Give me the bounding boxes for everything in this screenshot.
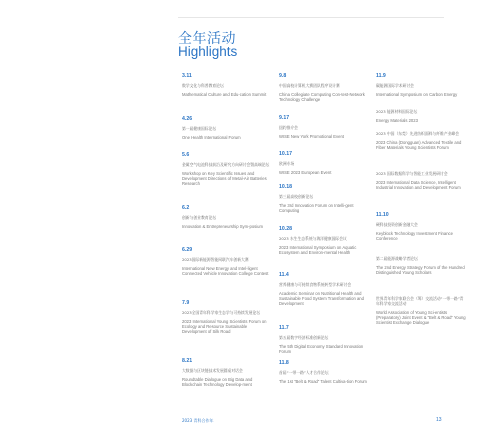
event-item — [279, 73, 369, 115]
event-title-english: China Collegiate Computing Con-test-Network Technology Challenge — [279, 92, 365, 103]
event-item — [182, 300, 272, 358]
event-item — [182, 152, 272, 205]
event-date: 7.9 — [182, 300, 190, 306]
event-title-chinese: 2023 中国（东莞）先进纺织面料与纤维产业峰会 — [376, 131, 460, 136]
event-date: 11.10 — [376, 212, 389, 218]
event-title-english: WISE 2023 European Event — [279, 170, 332, 175]
event-title-english: Energy Materials 2023 — [376, 118, 418, 123]
event-date: 6.2 — [182, 205, 190, 211]
page-title-chinese: 全年活动 — [178, 31, 236, 47]
event-title-chinese: 2023 水生生态系统与海洋健康国际会议 — [279, 236, 347, 241]
event-item — [279, 151, 369, 184]
footer-label: 2023 青科合作年 — [182, 418, 214, 423]
event-item — [182, 358, 272, 387]
event-item — [279, 272, 369, 325]
event-item — [182, 205, 272, 247]
event-item — [279, 360, 369, 384]
event-title-chinese: 2023国际新能源智能网联汽车创新大赛 — [182, 257, 249, 262]
event-item — [279, 226, 369, 272]
event-item — [376, 109, 466, 131]
event-item — [279, 325, 369, 360]
event-title-english: Innovation & Entrepreneurship Sym-posium — [182, 224, 263, 229]
event-item — [376, 171, 466, 212]
event-date: 9.8 — [279, 73, 287, 79]
event-date: 11.9 — [376, 73, 386, 79]
event-title-english: Workshop on Key Scientific Issues and Development Directions of Metal-Air Batteries Research — [182, 171, 267, 187]
event-item — [376, 73, 466, 109]
events-column-2 — [279, 73, 369, 384]
event-title-chinese: 营养健康与可持续食物系统转型学术研讨会 — [279, 282, 352, 287]
event-title-english: Roundtable Dialogue on Big Data and Blockchain Technology Develop-ment — [182, 377, 253, 388]
page-number: 13 — [436, 417, 442, 423]
event-title-english: Keyblock Technology Investment Finance Conference — [376, 231, 453, 242]
event-title-english: International New Energy and Intel-ligent Connected Vehicle Innovation College Contest — [182, 266, 269, 277]
event-title-chinese: 碳能源国际学术研讨会 — [376, 83, 414, 88]
event-date: 9.17 — [279, 115, 290, 121]
event-title-chinese: 硬科技投资创新金融大会 — [376, 222, 418, 227]
event-title-chinese: 数学文化与科普教育论坛 — [182, 83, 224, 88]
events-column-1 — [182, 73, 272, 387]
event-date: 11.8 — [279, 360, 289, 366]
event-title-english: The 1st “Belt & Road” Talent Cultiva-tion Forum — [279, 379, 367, 384]
event-item — [182, 116, 272, 152]
event-date: 10.17 — [279, 151, 292, 157]
event-title-english: WISE New York Promotional Event — [279, 134, 344, 139]
event-item — [279, 184, 369, 226]
event-title-english: World Association of Young Sci-entists (Preparatory) Joint Event & “Belt & Road” Young Scientist Exchange Dialogue — [376, 310, 466, 326]
event-title-chinese: 金属空气电池科技前沿及研究方向研讨会暨高端论坛 — [182, 162, 270, 167]
event-item — [182, 73, 272, 116]
event-title-chinese: 大数据与区块链技术发展圆桌对话会 — [182, 368, 243, 373]
event-title-english: The 2nd Energy Strategy Forum of the Hundred Distinguished Young Scholars — [376, 265, 465, 276]
event-title-chinese: 第一届健康国际论坛 — [182, 126, 217, 131]
event-date: 10.28 — [279, 226, 292, 232]
event-title-chinese: 第三届高校创新论坛 — [279, 194, 314, 199]
event-title-chinese: 第二届能源战略学者论坛 — [376, 256, 418, 261]
event-date: 8.21 — [182, 358, 193, 364]
event-title-english: 2023 International Symposium on Aquatic Ecosystem and Environ-mental Health — [279, 245, 357, 256]
event-title-english: The 5th Digital Economy Standard Innovation Forum — [279, 344, 364, 355]
event-date: 5.6 — [182, 152, 190, 158]
event-title-chinese: 2023 国际数据科学与智能工业发展研讨会 — [376, 171, 448, 176]
event-date: 11.7 — [279, 325, 289, 331]
event-title-english: 2023 International Young Scientists Forum on Ecology and Resource Sustainable Development of Silk Road — [182, 319, 267, 335]
event-title-chinese: 2023全国青年科学家生态学与可持续发展论坛 — [182, 310, 261, 315]
event-date: 11.4 — [279, 272, 289, 278]
event-item — [376, 256, 466, 296]
event-title-english: International Symposium on Carbon Energy — [376, 92, 458, 97]
event-title-english: 2023 China (Dongguan) Advanced Textile and Fiber Materials Young Scientists Forum — [376, 140, 462, 151]
page-title-english: Highlights — [178, 44, 238, 59]
event-date: 10.18 — [279, 184, 292, 190]
event-title-english: 2023 International Data Science, Intelligent Industrial Innovation and Development Forum — [376, 180, 461, 191]
top-divider — [178, 17, 444, 18]
event-item — [376, 296, 466, 326]
event-date: 3.11 — [182, 73, 192, 79]
event-title-english: One Health International Forum — [182, 135, 241, 140]
event-title-chinese: 首届“一带一路”人才合作论坛 — [279, 370, 329, 375]
events-column-3 — [376, 73, 466, 326]
event-title-chinese: 第五届数字经济标准创新论坛 — [279, 335, 329, 340]
event-title-chinese: 中国高校计算机大赛团队程序设计赛 — [279, 83, 340, 88]
event-title-chinese: 世界青年科学家联合会（筹）交流活动“一带一路”青年科学家交流活动 — [376, 296, 464, 306]
event-title-chinese: 纽约推介会 — [279, 125, 298, 130]
event-date: 6.29 — [182, 247, 193, 253]
event-title-chinese: 欧洲专场 — [279, 161, 295, 166]
event-title-english: Mathematical Culture and Edu-cation Summit — [182, 92, 267, 97]
event-title-chinese: 2023 能源材料国际论坛 — [376, 109, 418, 114]
event-item — [182, 247, 272, 300]
event-item — [279, 115, 369, 151]
event-item — [376, 131, 466, 171]
event-title-english: Academic Seminar on Nutritional Health and Sustainable Food System Transformation and Development — [279, 291, 364, 307]
event-title-chinese: 创新与创业教育论坛 — [182, 215, 217, 220]
event-title-english: The 3rd Innovation Forum on Intelli-gent Computing — [279, 203, 354, 214]
event-item — [376, 212, 466, 256]
event-date: 4.26 — [182, 116, 193, 122]
